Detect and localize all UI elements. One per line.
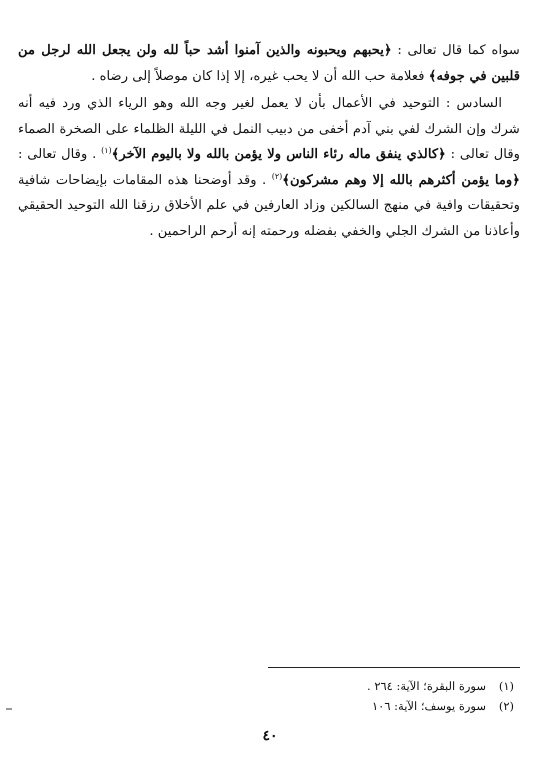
footnote-number: (١) (498, 679, 514, 693)
scan-mark (6, 708, 12, 710)
page-number: ٤٠ (262, 728, 278, 744)
quran-quote-2: ﴿كالذي ينفق ماله رئاء الناس ولا يؤمن بالله ولا باليوم الآخر﴾ (111, 147, 446, 162)
main-text (18, 38, 520, 244)
paragraph-2-text-c: . وقد أوضحنا هذه المقامات بإيضاحات شافية وتحقيقات وافية في منهج السالكين وزاد العارفين في علم الأخلاق رزقنا الله التوحيد الحقيقي وأعاذنا من الشرك الجلي والخفي بفضله ورحمته إنه أرحم الراحمين . (18, 172, 520, 239)
footnotes (254, 676, 514, 716)
paragraph-2-text-a: السادس : التوحيد في الأعمال بأن لا يعمل لغير وجه الله وهو الرياء الذي ورد فيه أنه شرك وإن الشرك لفي بني آدم أخفى من دبيب النمل في الليلة الظلماء على الصخرة الصماء وقال تعالى : (18, 96, 520, 162)
footnote-ref-1: (١) (101, 146, 112, 155)
paragraph-2-text-b: . وقال تعالى : (18, 147, 102, 162)
footnote-divider (268, 667, 520, 668)
paragraph-1-text-a: سواه كما قال تعالى : (391, 43, 520, 58)
footnote-ref-2: (٢) (271, 171, 283, 181)
paragraph-1 (18, 38, 520, 89)
paragraph-1-text-b: فعلامة حب الله أن لا يحب غيره، إلا إذا كان موصلاً إلى رضاه . (91, 68, 429, 84)
footnote-2 (254, 696, 514, 716)
quran-quote-1: ﴿يحبهم ويحبونه والذين آمنوا أشد حباً لله ولن يجعل الله لرجل من قلبين في جوفه﴾ (18, 43, 520, 84)
footnote-text: سورة البقرة؛ الآية: ٢٦٤ . (367, 679, 486, 693)
footnote-1 (254, 676, 514, 696)
footnote-text: سورة يوسف؛ الآية: ١٠٦ (372, 699, 486, 713)
footnote-number: (٢) (498, 699, 514, 713)
quran-quote-3: ﴿وما يؤمن أكثرهم بالله إلا وهم مشركون﴾ (282, 172, 521, 188)
paragraph-2 (18, 91, 520, 244)
